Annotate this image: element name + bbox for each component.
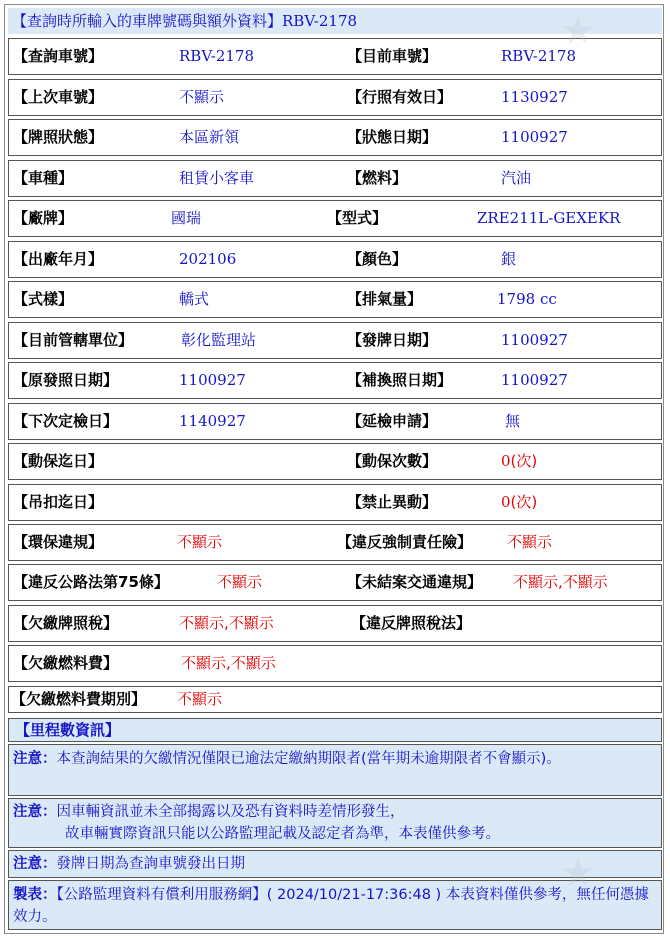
value-displacement: 1798 cc	[497, 290, 557, 308]
note-line-1: 因車輛資訊並未全部揭露以及恐有資料時差情形發生，	[56, 804, 405, 820]
value-manufacture-date: 202106	[179, 250, 237, 268]
label-jurisdiction: 【目前管轄單位】	[13, 331, 134, 349]
note-text: 發牌日期為查詢車號發出日期	[56, 856, 245, 872]
label-previous-plate: 【上次車號】	[13, 88, 104, 106]
label-license-valid: 【行照有效日】	[347, 88, 453, 106]
value-transfer-ban: 0(次)	[501, 493, 538, 511]
note-head: 製表：	[13, 887, 57, 903]
row-vehicle-type	[8, 160, 662, 197]
note-head: 注意：	[13, 856, 57, 872]
value-environment-violation: 不顯示	[177, 533, 223, 551]
watermark-logo-bottom: ★	[560, 850, 596, 896]
value-current-plate: RBV-2178	[501, 47, 577, 65]
value-jurisdiction: 彰化監理站	[181, 331, 257, 349]
value-original-license-date: 1100927	[179, 371, 246, 389]
label-brand: 【廠牌】	[13, 209, 74, 227]
row-next-inspection	[8, 403, 662, 440]
row-fuel-fee-period	[8, 686, 662, 713]
note-disclaimer	[8, 798, 662, 848]
label-chattel-count: 【動保次數】	[347, 452, 438, 470]
value-status-date: 1100927	[501, 128, 568, 146]
label-fuel: 【燃料】	[347, 169, 408, 187]
value-plate-status: 本區新領	[179, 128, 240, 146]
label-transfer-ban: 【禁止異動】	[347, 493, 438, 511]
watermark-logo-top: ★	[560, 8, 596, 54]
value-inspection-extension: 無	[505, 412, 521, 430]
row-manufacture-date	[8, 241, 662, 278]
row-environment-violation	[8, 524, 662, 561]
label-insurance-violation: 【違反強制責任險】	[337, 533, 473, 551]
note-text: 本查詢結果的欠繳情況僅限已逾法定繳納期限者(當年期未逾期限者不會顯示)。	[56, 751, 561, 767]
label-inspection-extension: 【延檢申請】	[347, 412, 438, 430]
row-unpaid-fuel-fee	[8, 645, 662, 682]
label-environment-violation: 【環保違規】	[13, 533, 104, 551]
value-license-valid: 1130927	[501, 88, 568, 106]
value-body-style: 轎式	[179, 290, 210, 308]
value-brand: 國瑞	[171, 209, 202, 227]
value-plate-issue-date: 1100927	[501, 331, 568, 349]
value-unpaid-fuel-fee: 不顯示,不顯示	[181, 654, 276, 672]
row-original-license-date	[8, 362, 662, 399]
row-previous-plate	[8, 79, 662, 116]
label-displacement: 【排氣量】	[347, 290, 423, 308]
label-next-inspection: 【下次定檢日】	[13, 412, 119, 430]
value-reissue-date: 1100927	[501, 371, 568, 389]
label-original-license-date: 【原發照日期】	[13, 371, 119, 389]
row-chattel-until	[8, 443, 662, 480]
value-unpaid-license-tax: 不顯示,不顯示	[179, 614, 274, 632]
label-open-traffic-violation: 【未結案交通違規】	[347, 573, 483, 591]
row-brand	[8, 200, 662, 237]
value-model: ZRE211L-GEXEKR	[477, 209, 621, 227]
value-vehicle-type: 租賃小客車	[179, 169, 255, 187]
label-current-plate: 【目前車號】	[347, 47, 438, 65]
label-license-tax-violation: 【違反牌照稅法】	[351, 614, 472, 632]
label-plate-status: 【牌照狀態】	[13, 128, 104, 146]
value-insurance-violation: 不顯示	[507, 533, 553, 551]
value-highway-act-violation: 不顯示	[217, 573, 263, 591]
label-reissue-date: 【補換照日期】	[347, 371, 453, 389]
header-title: 【查詢時所輸入的車牌號碼與額外資料】	[12, 12, 283, 30]
note-line-2: 故車輛實際資訊只能以公路監理記載及認定者為準，本表僅供參考。	[65, 826, 500, 842]
value-color: 銀	[501, 250, 517, 268]
row-suspension-until	[8, 484, 662, 521]
note-head: 注意：	[13, 751, 57, 767]
value-open-traffic-violation: 不顯示,不顯示	[513, 573, 608, 591]
value-previous-plate: 不顯示	[179, 88, 225, 106]
label-plate-issue-date: 【發牌日期】	[347, 331, 438, 349]
label-body-style: 【式樣】	[13, 290, 74, 308]
value-fuel-fee-period: 不顯示	[177, 690, 223, 708]
label-fuel-fee-period: 【欠繳燃料費期別】	[11, 690, 147, 708]
label-color: 【顏色】	[347, 250, 408, 268]
value-chattel-count: 0(次)	[501, 452, 538, 470]
note-text: 【公路監理資料有償利用服務網】( 2024/10/21-17:36:48 ) 本表資料僅供參考，無任何憑據效力。	[13, 887, 649, 925]
row-unpaid-license-tax	[8, 605, 662, 642]
value-query-plate: RBV-2178	[179, 47, 255, 65]
note-unpaid-scope	[8, 744, 662, 796]
label-suspension-until: 【吊扣迄日】	[13, 493, 104, 511]
label-vehicle-type: 【車種】	[13, 169, 74, 187]
label-unpaid-fuel-fee: 【欠繳燃料費】	[13, 654, 119, 672]
row-body-style	[8, 281, 662, 318]
row-jurisdiction	[8, 322, 662, 359]
note-head: 注意：	[13, 804, 57, 820]
value-fuel: 汽油	[501, 169, 532, 187]
label-manufacture-date: 【出廠年月】	[13, 250, 104, 268]
header-plate: RBV-2178	[282, 12, 358, 30]
label-unpaid-license-tax: 【欠繳牌照稅】	[13, 614, 119, 632]
label-model: 【型式】	[327, 209, 388, 227]
label-highway-act-violation: 【違反公路法第75條】	[13, 573, 169, 591]
label-chattel-until: 【動保迄日】	[13, 452, 104, 470]
mileage-section-title: 【里程數資訊】	[8, 718, 662, 742]
label-query-plate: 【查詢車號】	[13, 47, 104, 65]
row-highway-act-violation	[8, 564, 662, 601]
label-status-date: 【狀態日期】	[347, 128, 438, 146]
row-plate-status	[8, 119, 662, 156]
value-next-inspection: 1140927	[179, 412, 246, 430]
